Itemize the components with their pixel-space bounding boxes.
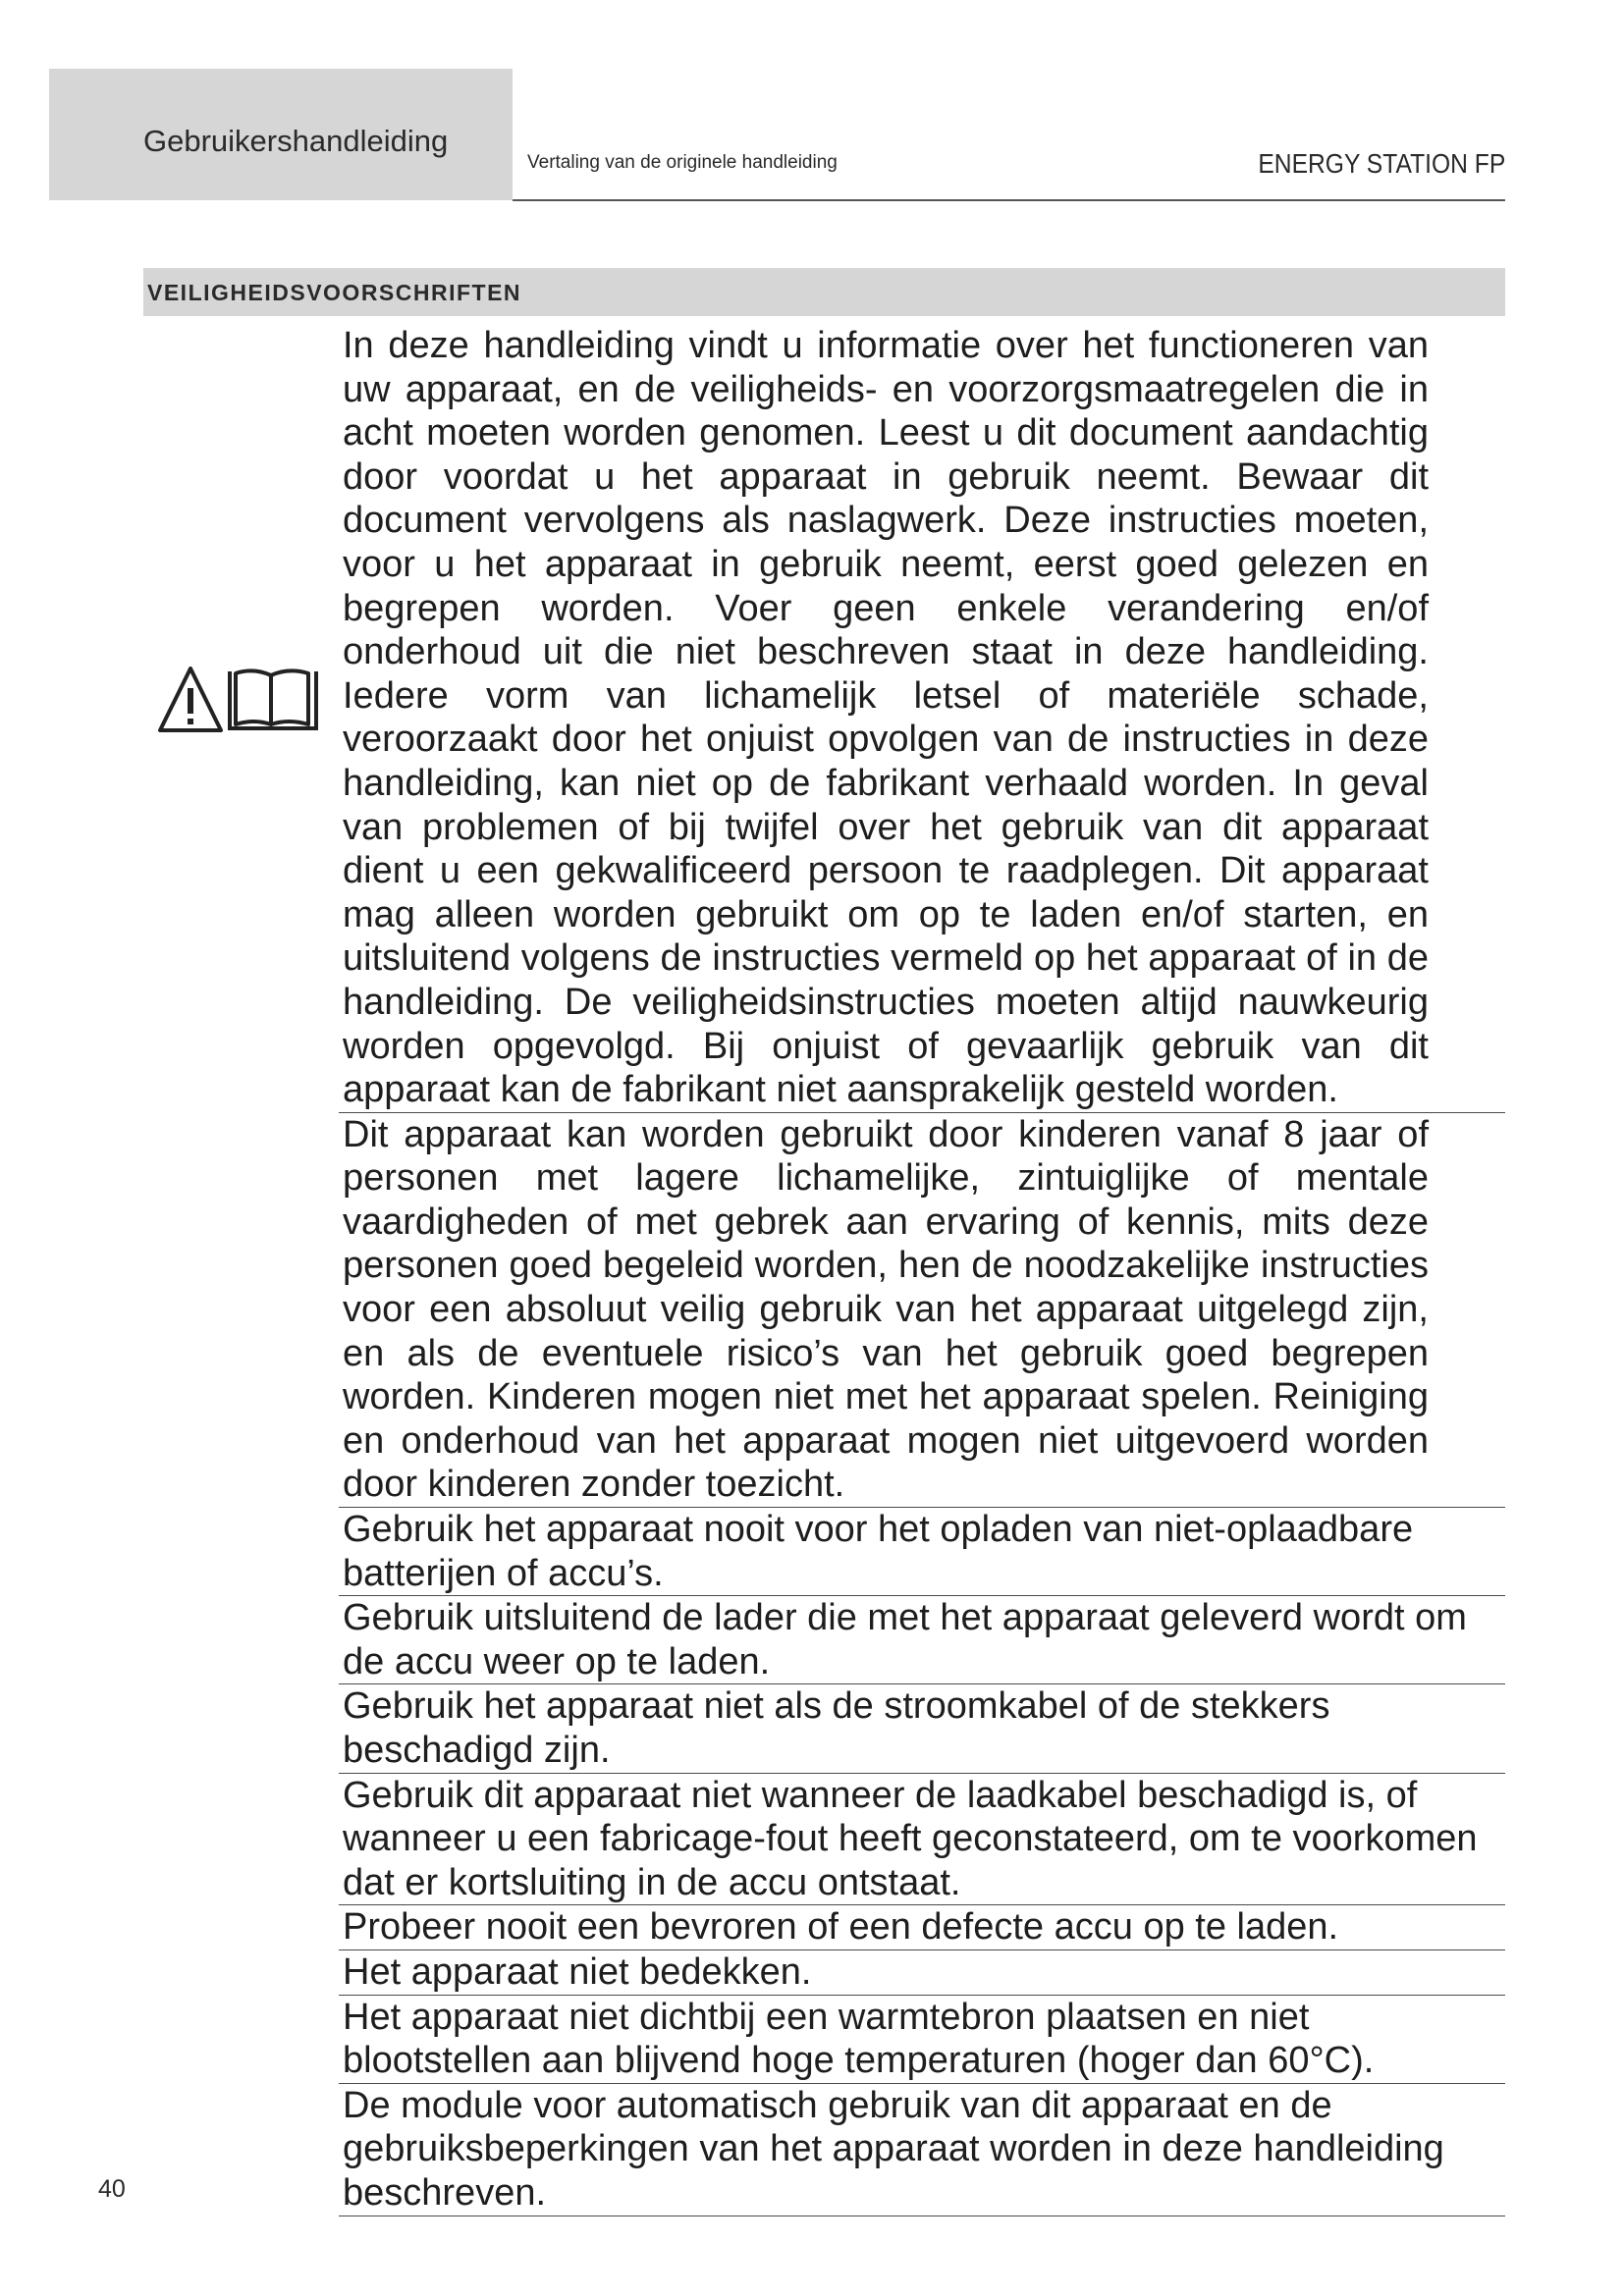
instruction-short-circuit: Gebruik dit apparaat niet wanneer de laadkabel beschadigd is, of wanneer u een fabricage-fout heeft geconstateerd, om te voorkomen dat er kortsluiting in de accu ontstaat.: [339, 1774, 1505, 1906]
instruction-general: In deze handleiding vindt u informatie over het functioneren van uw apparaat, en de veiligheids- en voorzorgsmaatregelen die in acht moeten worden genomen. Leest u dit document aandachtig door voordat u het apparaat in gebruik neemt. Bewaar dit document vervolgens als naslagwerk. Deze instructies moeten, voor u het apparaat in gebruik neemt, eerst goed gelezen en begrepen worden. Voer geen enkele verandering en/of onderhoud uit die niet beschreven staat in deze handleiding. Iedere vorm van lichamelijk letsel of materiële schade, veroorzaakt door het onjuist opvolgen van de instructies in deze handleiding, kan niet op de fabrikant verhaald worden. In geval van problemen of bij twijfel over het gebruik van dit apparaat dient u een gekwalificeerd persoon te raadplegen. Dit apparaat mag alleen worden gebruikt om op te laden en/of starten, en uitsluitend volgens de instructies vermeld op het apparaat of in de handleiding. De veiligheidsinstructies moeten altijd nauwkeurig worden opgevolgd. Bij onjuist of gevaarlijk gebruik van dit apparaat kan de fabrikant niet aansprakelijk gesteld worden.: [339, 324, 1505, 1113]
safety-icon-group: [157, 664, 324, 734]
instruction-do-not-cover: Het apparaat niet bedekken.: [339, 1950, 1505, 1996]
product-name: ENERGY STATION FP: [1258, 148, 1505, 179]
instruction-charger: Gebruik uitsluitend de lader die met het apparaat geleverd wordt om de accu weer op te laden.: [339, 1596, 1505, 1684]
section-title: VEILIGHEIDSVOORSCHRIFTEN: [147, 280, 522, 305]
header-divider: [513, 199, 1505, 201]
instruction-automatic-module: De module voor automatisch gebruik van dit apparaat en de gebruiksbeperkingen van het apparaat worden in deze handleiding beschreven.: [339, 2084, 1505, 2216]
instruction-non-rechargeable: Gebruik het apparaat nooit voor het opladen van niet-oplaadbare batterijen of accu’s.: [339, 1508, 1505, 1596]
warning-triangle-icon: [160, 668, 221, 730]
translation-note: Vertaling van de originele handleiding: [527, 152, 838, 173]
manual-title: Gebruikershandleiding: [143, 124, 449, 158]
page-number: 40: [98, 2175, 126, 2203]
safety-icons-svg: [157, 664, 324, 734]
safety-instructions: [339, 324, 1505, 2216]
instruction-damaged-cable: Gebruik het apparaat niet als de stroomkabel of de stekkers beschadigd zijn.: [339, 1684, 1505, 1773]
instruction-frozen-battery: Probeer nooit een bevroren of een defecte accu op te laden.: [339, 1905, 1505, 1950]
manual-book-icon: [230, 670, 316, 728]
instruction-children: Dit apparaat kan worden gebruikt door kinderen vanaf 8 jaar of personen met lagere lichamelijke, zintuiglijke of mentale vaardigheden of met gebrek aan ervaring of kennis, mits deze personen goed begeleid worden, hen de noodzakelijke instructies voor een absoluut veilig gebruik van het apparaat uitgelegd zijn, en als de eventuele risico’s van het gebruik goed begrepen worden. Kinderen mogen niet met het apparaat spelen. Reiniging en onderhoud van het apparaat mogen niet uitgevoerd worden door kinderen zonder toezicht.: [339, 1113, 1505, 1508]
instruction-heat-source: Het apparaat niet dichtbij een warmtebron plaatsen en niet blootstellen aan blijvend hoge temperaturen (hoger dan 60°C).: [339, 1996, 1505, 2084]
